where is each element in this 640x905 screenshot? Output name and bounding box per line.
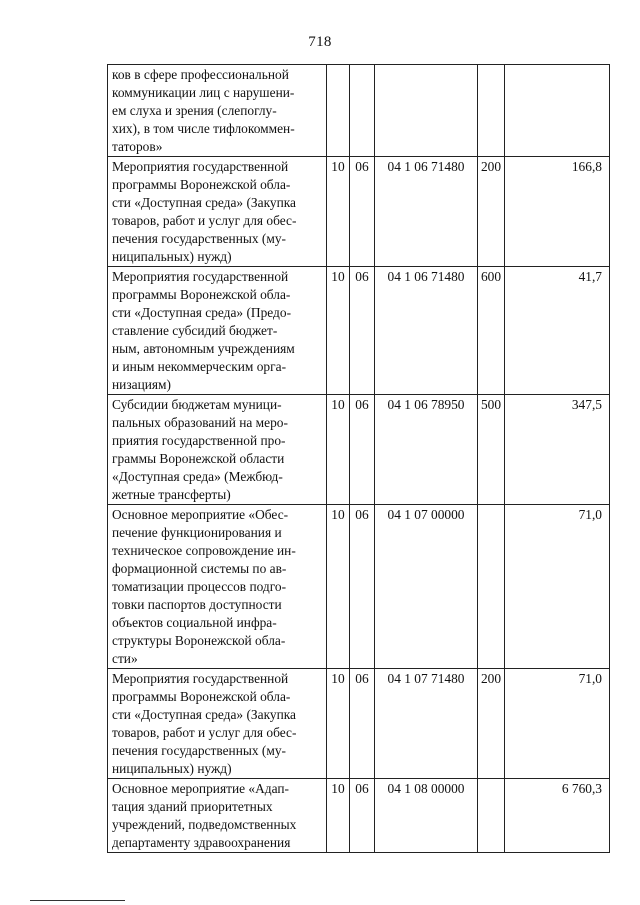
expense-type-code: 200 (478, 157, 505, 267)
description-line: Мероприятия государственной (112, 269, 289, 284)
description-line: сти «Доступная среда» (Предо- (112, 305, 292, 320)
description-line: структуры Воронежской обла- (112, 633, 286, 648)
amount-value: 71,0 (505, 669, 610, 779)
table-row (108, 267, 610, 395)
table-body (108, 65, 610, 853)
description-line: печения государственных (му- (112, 743, 286, 758)
row-description (108, 395, 327, 505)
section-code: 10 (327, 669, 350, 779)
row-description (108, 779, 327, 853)
row-description (108, 157, 327, 267)
description-line: товаров, работ и услуг для обес- (112, 213, 297, 228)
row-description (108, 505, 327, 669)
description-line: коммуникации лиц с нарушени- (112, 85, 295, 100)
table-row (108, 65, 610, 157)
amount-value: 6 760,3 (505, 779, 610, 853)
row-description (108, 267, 327, 395)
description-line: «Доступная среда» (Межбюд- (112, 469, 283, 484)
description-line: низациям) (112, 377, 171, 392)
description-line: техническое сопровождение ин- (112, 543, 296, 558)
subsection-code: 06 (350, 267, 375, 395)
target-article-code: 04 1 07 00000 (375, 505, 478, 669)
description-line: печения государственных (му- (112, 231, 286, 246)
target-article-code: 04 1 06 71480 (375, 157, 478, 267)
section-code: 10 (327, 505, 350, 669)
description-line: ков в сфере профессиональной (112, 67, 289, 82)
description-line: товки паспортов доступности (112, 597, 282, 612)
description-line: ниципальных) нужд) (112, 249, 232, 264)
table-row (108, 157, 610, 267)
description-line: граммы Воронежской области (112, 451, 285, 466)
section-code: 10 (327, 395, 350, 505)
description-line: объектов социальной инфра- (112, 615, 277, 630)
target-article-code: 04 1 07 71480 (375, 669, 478, 779)
subsection-code: 06 (350, 157, 375, 267)
page-number: 718 (308, 34, 332, 50)
subsection-code: 06 (350, 779, 375, 853)
budget-table (107, 64, 610, 853)
row-description (108, 65, 327, 157)
description-line: ставление субсидий бюджет- (112, 323, 278, 338)
description-line: сти» (112, 651, 138, 666)
table-row (108, 395, 610, 505)
description-line: товаров, работ и услуг для обес- (112, 725, 297, 740)
description-line: Мероприятия государственной (112, 671, 289, 686)
description-line: ем слуха и зрения (слепоглу- (112, 103, 277, 118)
table-row (108, 669, 610, 779)
description-line: ным, автономным учреждениям (112, 341, 295, 356)
description-line: хих), в том числе тифлокоммен- (112, 121, 295, 136)
target-article-code: 04 1 06 71480 (375, 267, 478, 395)
amount-value (505, 65, 610, 157)
subsection-code: 06 (350, 505, 375, 669)
description-line: формационной системы по ав- (112, 561, 287, 576)
row-description (108, 669, 327, 779)
amount-value: 347,5 (505, 395, 610, 505)
section-code (327, 65, 350, 157)
description-line: программы Воронежской обла- (112, 287, 291, 302)
amount-value: 41,7 (505, 267, 610, 395)
target-article-code: 04 1 06 78950 (375, 395, 478, 505)
description-line: тация зданий приоритетных (112, 799, 273, 814)
subsection-code: 06 (350, 669, 375, 779)
expense-type-code: 200 (478, 669, 505, 779)
expense-type-code (478, 779, 505, 853)
subsection-code: 06 (350, 395, 375, 505)
description-line: программы Воронежской обла- (112, 177, 291, 192)
target-article-code: 04 1 08 00000 (375, 779, 478, 853)
description-line: Основное мероприятие «Обес- (112, 507, 289, 522)
amount-value: 166,8 (505, 157, 610, 267)
description-line: жетные трансферты) (112, 487, 231, 502)
description-line: департаменту здравоохранения (112, 835, 291, 850)
expense-type-code (478, 65, 505, 157)
table-row (108, 505, 610, 669)
section-code: 10 (327, 779, 350, 853)
section-code: 10 (327, 157, 350, 267)
table-row (108, 779, 610, 853)
description-line: сти «Доступная среда» (Закупка (112, 195, 297, 210)
expense-type-code: 600 (478, 267, 505, 395)
description-line: печение функционирования и (112, 525, 282, 540)
description-line: программы Воронежской обла- (112, 689, 291, 704)
description-line: таторов» (112, 139, 163, 154)
description-line: Субсидии бюджетам муници- (112, 397, 282, 412)
description-line: Мероприятия государственной (112, 159, 289, 174)
description-line: Основное мероприятие «Адап- (112, 781, 289, 796)
description-line: пальных образований на меро- (112, 415, 288, 430)
target-article-code (375, 65, 478, 157)
expense-type-code (478, 505, 505, 669)
description-line: ниципальных) нужд) (112, 761, 232, 776)
subsection-code (350, 65, 375, 157)
section-code: 10 (327, 267, 350, 395)
description-line: томатизации процессов подго- (112, 579, 287, 594)
amount-value: 71,0 (505, 505, 610, 669)
description-line: сти «Доступная среда» (Закупка (112, 707, 297, 722)
description-line: учреждений, подведомственных (112, 817, 297, 832)
expense-type-code: 500 (478, 395, 505, 505)
description-line: и иным некоммерческим орга- (112, 359, 287, 374)
description-line: приятия государственной про- (112, 433, 286, 448)
footnote-rule (30, 900, 125, 901)
